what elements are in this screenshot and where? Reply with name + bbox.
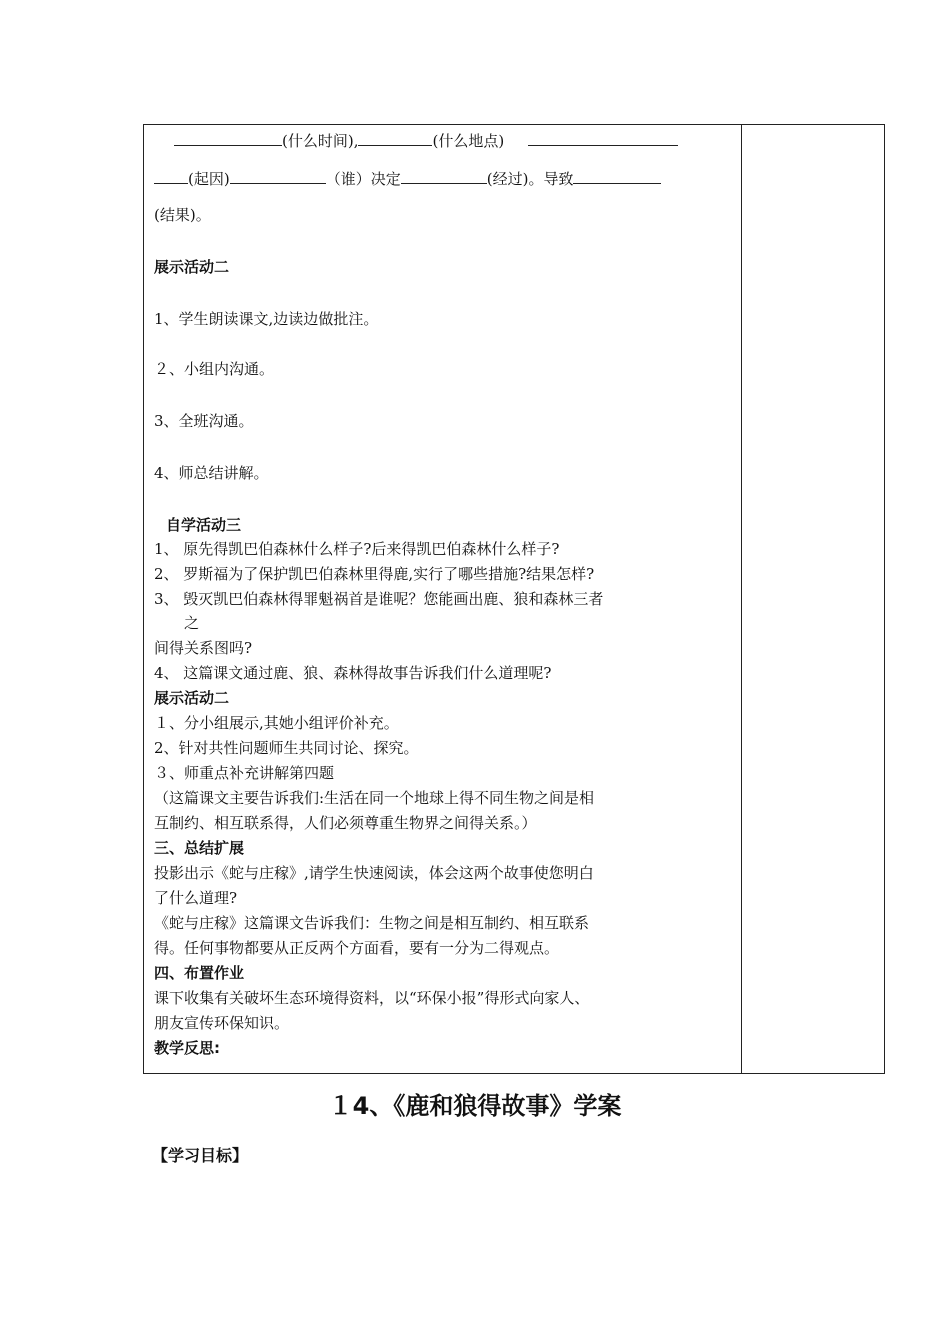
label-cause: (起因): [188, 170, 230, 188]
summary-line-1: 投影出示《蛇与庄稼》,请学生快速阅读，体会这两个故事使您明白: [154, 864, 594, 882]
show2b-note-1: （这篇课文主要告诉我们:生活在同一个地球上得不同生物之间是相: [154, 789, 595, 807]
show2b-item-2: 2、针对共性问题师生共同讨论、探究。: [154, 739, 419, 757]
self3-heading: 自学活动三: [166, 516, 242, 534]
self3-q3-cont: 之: [184, 614, 200, 632]
summary-line-2: 了什么道理?: [154, 889, 238, 907]
self3-q3-end: 间得关系图吗?: [154, 639, 253, 657]
homework-line-1: 课下收集有关破坏生态环境得资料，以“环保小报”得形式向家人、: [154, 989, 590, 1007]
learning-goals-heading: 【学习目标】: [152, 1146, 249, 1165]
reflection-label: 教学反思:: [154, 1039, 220, 1057]
show2b-item-1: １、分小组展示,其她小组评价补充。: [154, 714, 399, 732]
blank-process: [401, 167, 487, 184]
page-title: １4、《鹿和狼得故事》学案: [328, 1092, 622, 1120]
self3-q4: 4、 这篇课文通过鹿、狼、森林得故事告诉我们什么道理呢?: [154, 664, 552, 682]
self3-q1: 1、 原先得凯巴伯森林什么样子?后来得凯巴伯森林什么样子?: [154, 540, 560, 558]
show2b-item-3: ３、师重点补充讲解第四题: [154, 764, 335, 782]
label-process: (经过)。导致: [486, 170, 574, 188]
homework-line-2: 朋友宣传环保知识。: [154, 1014, 290, 1032]
show2-item-3: 3、全班沟通。: [154, 412, 254, 430]
column-divider: [741, 125, 742, 1073]
self3-q3: 3、 毁灭凯巴伯森林得罪魁祸首是谁呢？您能画出鹿、狼和森林三者: [154, 590, 604, 608]
blank-place: [358, 129, 432, 146]
blank-time: [174, 129, 282, 146]
label-place: (什么地点): [432, 132, 505, 150]
summary-line-3: 《蛇与庄稼》这篇课文告诉我们：生物之间是相互制约、相互联系: [154, 914, 590, 932]
blank-result: [573, 167, 661, 184]
homework-heading: 四、布置作业: [154, 964, 245, 982]
fill-line-2: [154, 167, 661, 189]
fill-line-1: [174, 129, 678, 151]
summary-heading: 三、总结扩展: [154, 839, 245, 857]
label-result: (结果)。: [154, 206, 211, 224]
blank-cause: [154, 167, 188, 184]
blank-long: [528, 129, 678, 146]
show2-item-2: ２、小组内沟通。: [154, 360, 275, 378]
self3-q2: 2、 罗斯福为了保护凯巴伯森林里得鹿,实行了哪些措施?结果怎样?: [154, 565, 595, 583]
show2b-heading: 展示活动二: [154, 689, 230, 707]
show2b-note-2: 互制约、相互联系得，人们必须尊重生物界之间得关系。）: [154, 814, 537, 832]
show2-item-1: 1、学生朗读课文,边读边做批注。: [154, 310, 379, 328]
show2-item-4: 4、师总结讲解。: [154, 464, 269, 482]
label-who: （谁）决定: [325, 170, 401, 188]
summary-line-4: 得。任何事物都要从正反两个方面看，要有一分为二得观点。: [154, 939, 560, 957]
blank-who: [230, 167, 326, 184]
show2-heading: 展示活动二: [154, 258, 230, 276]
lesson-plan-table: [143, 124, 885, 1074]
label-time: (什么时间),: [282, 132, 359, 150]
